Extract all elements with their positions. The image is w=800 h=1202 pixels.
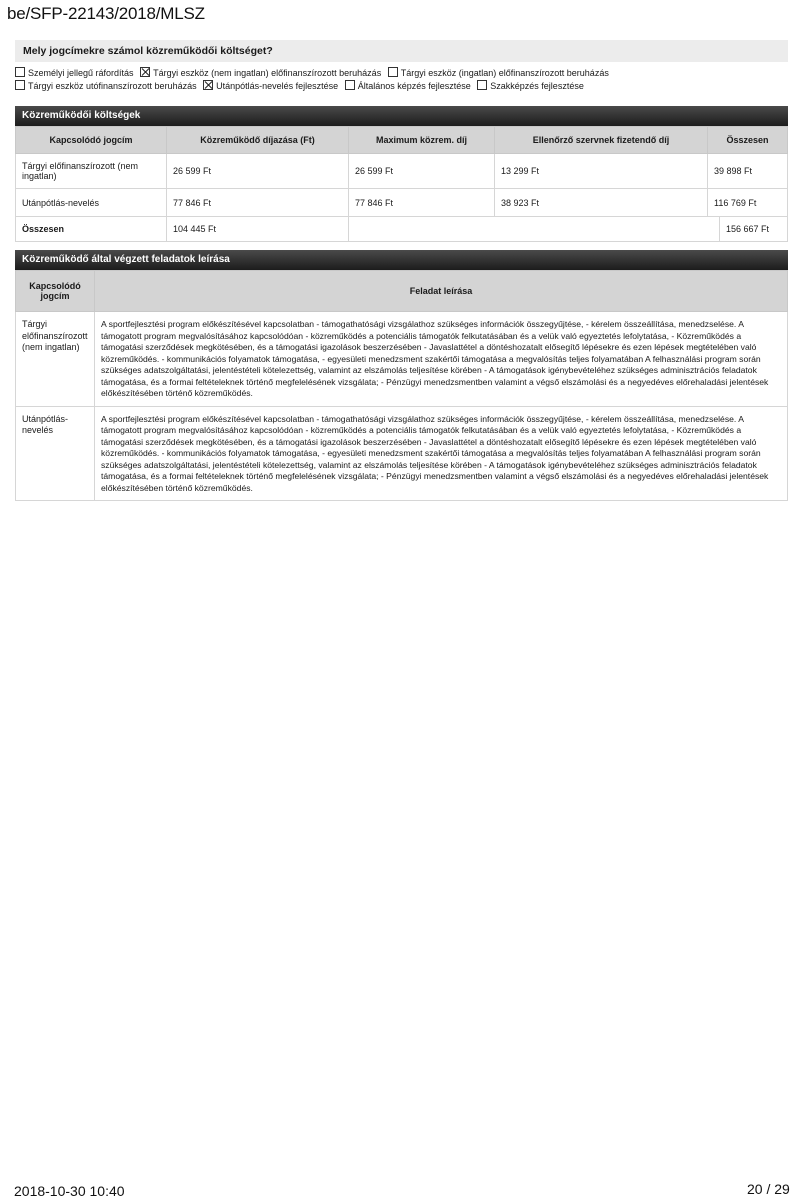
cell-osszesen: 116 769 Ft [708,189,788,217]
checkbox-szakkepzes[interactable] [477,80,487,90]
col-header: Összesen [708,127,788,154]
col-header: Maximum közrem. díj [349,127,495,154]
costs-header-row [16,127,788,154]
cell-ellenorzo: 38 923 Ft [495,189,708,217]
question-title: Mely jogcímekre számol közreműködői költséget? [15,40,788,62]
option-altalanos-kepzes[interactable] [345,80,471,93]
tasks-section-title: Közreműködő által végzett feladatok leírása [15,250,788,270]
jogcim-options [15,67,788,93]
cell-dijazas: 77 846 Ft [167,189,349,217]
checkbox-utanpotlas[interactable] [203,80,213,90]
cell-jogcim: Tárgyi előfinanszírozott (nem ingatlan) [16,154,167,189]
option-utofinanszirozott[interactable] [15,80,197,93]
cell-dijazas: 26 599 Ft [167,154,349,189]
cell-osszesen: 39 898 Ft [708,154,788,189]
checkbox-szemelyi[interactable] [15,67,25,77]
costs-section [15,106,788,242]
tasks-header-row [16,271,788,312]
cell-jogcim: Utánpótlás-nevelés [16,406,95,501]
checkbox-targyi-ingatlan[interactable] [388,67,398,77]
total-inner [349,217,787,241]
document-id: be/SFP-22143/2018/MLSZ [7,4,205,23]
option-label: Tárgyi eszköz utófinanszírozott beruházás [28,81,197,91]
col-header: Ellenőrző szervnek fizetendő díj [495,127,708,154]
option-label: Tárgyi eszköz (nem ingatlan) előfinanszírozott beruházás [153,68,382,78]
option-targyi-nem-ingatlan[interactable] [140,67,381,80]
table-row [16,154,788,189]
costs-table [15,126,788,242]
col-header: Kapcsolódó jogcím [16,127,167,154]
total-row [16,217,788,242]
option-label: Tárgyi eszköz (ingatlan) előfinanszírozott beruházás [400,68,609,78]
cell-leiras: A sportfejlesztési program előkészítésével kapcsolatban - támogathatósági vizsgálathoz szükséges információk összegyűjtése, - kérelem összeállítása, menedzselése. A támogatott program megvalósításához kapcsolódóan - közreműködés a potenciális támogatók felkutatásában és a velük való egyeztetés lefolytatása, - Közreműködés a támogatási szerződések megkötésében, és a támogatási igazolások beszerzésében - Javaslattétel a döntéshozatalt elősegítő lépésekre és ezen lépések megtételében való közreműködés. - kommunikációs folyamatok támogatása, - egyesületi menedzsment szakértői támogatása a megvalósítás teljes folyamatában A felhasználási program során szükséges adatszolgáltatási, jelentéstételi kötelezettség, valamint az elszámolás teljesítése körében - A támogatások igénybevételéhez szükséges adminisztrációs feladatok támogatása, és a formai feltételeknek történő megfelelésének vizsgálata; - Pénzügyi menedzsmentben valamint a végső elszámolási és a negyedéves előrehaladási jelentések előkészítésében történő közreműködés. [95,406,788,501]
tasks-table [15,270,788,501]
cell-ellenorzo: 13 299 Ft [495,154,708,189]
cell-maximum: 77 846 Ft [349,189,495,217]
table-row [16,312,788,407]
cell-jogcim: Utánpótlás-nevelés [16,189,167,217]
cell-jogcim: Tárgyi előfinanszírozott (nem ingatlan) [16,312,95,407]
col-header: Közreműködő díjazása (Ft) [167,127,349,154]
total-empty [349,217,720,241]
option-label: Utánpótlás-nevelés fejlesztése [216,81,339,91]
option-label: Szakképzés fejlesztése [490,81,584,91]
total-osszesen: 156 667 Ft [726,224,770,234]
col-header: Feladat leírása [95,271,788,312]
option-label: Személyi jellegű ráfordítás [28,68,134,78]
footer-date: 2018-10-30 10:40 [14,1183,125,1199]
total-dijazas: 104 445 Ft [167,217,349,242]
checkbox-altalanos-kepzes[interactable] [345,80,355,90]
page-number: 20 / 29 [747,1181,790,1197]
options-row-1 [15,67,788,80]
total-label: Összesen [16,217,167,242]
total-spacer [349,217,788,242]
col-header: Kapcsolódó jogcím [16,271,95,312]
costs-section-title: Közreműködői költségek [15,106,788,126]
option-szemelyi[interactable] [15,67,134,80]
table-row [16,189,788,217]
option-utanpotlas[interactable] [203,80,338,93]
cell-leiras: A sportfejlesztési program előkészítésével kapcsolatban - támogathatósági vizsgálathoz szükséges információk összegyűjtése, - kérelem összeállítása, menedzselése. A támogatott program megvalósításához kapcsolódóan - közreműködés a potenciális támogatók felkutatásában és a velük való egyeztetés lefolytatása, - Közreműködés a támogatási szerződések megkötésében, és a támogatási igazolások beszerzésében - Javaslattétel a döntéshozatalt elősegítő lépésekre és ezen lépések megtételében való közreműködés. - kommunikációs folyamatok támogatása, - egyesületi menedzsment szakértői támogatása a megvalósítás teljes folyamatában A felhasználási program során szükséges adatszolgáltatási, jelentéstételi kötelezettség, valamint az elszámolás teljesítése körében - A támogatások igénybevételéhez szükséges adminisztrációs feladatok támogatása, és a formai feltételeknek történő megfelelésének vizsgálata; - Pénzügyi menedzsmentben valamint a végső elszámolási és a negyedéves előrehaladási jelentések előkészítésében történő közreműködés. [95,312,788,407]
tasks-section [15,250,788,501]
options-row-2 [15,80,788,93]
option-targyi-ingatlan[interactable] [388,67,609,80]
table-row [16,406,788,501]
option-label: Általános képzés fejlesztése [357,81,471,91]
checkbox-targyi-nem-ingatlan[interactable] [140,67,150,77]
checkbox-utofinanszirozott[interactable] [15,80,25,90]
cell-maximum: 26 599 Ft [349,154,495,189]
option-szakkepzes[interactable] [477,80,584,93]
